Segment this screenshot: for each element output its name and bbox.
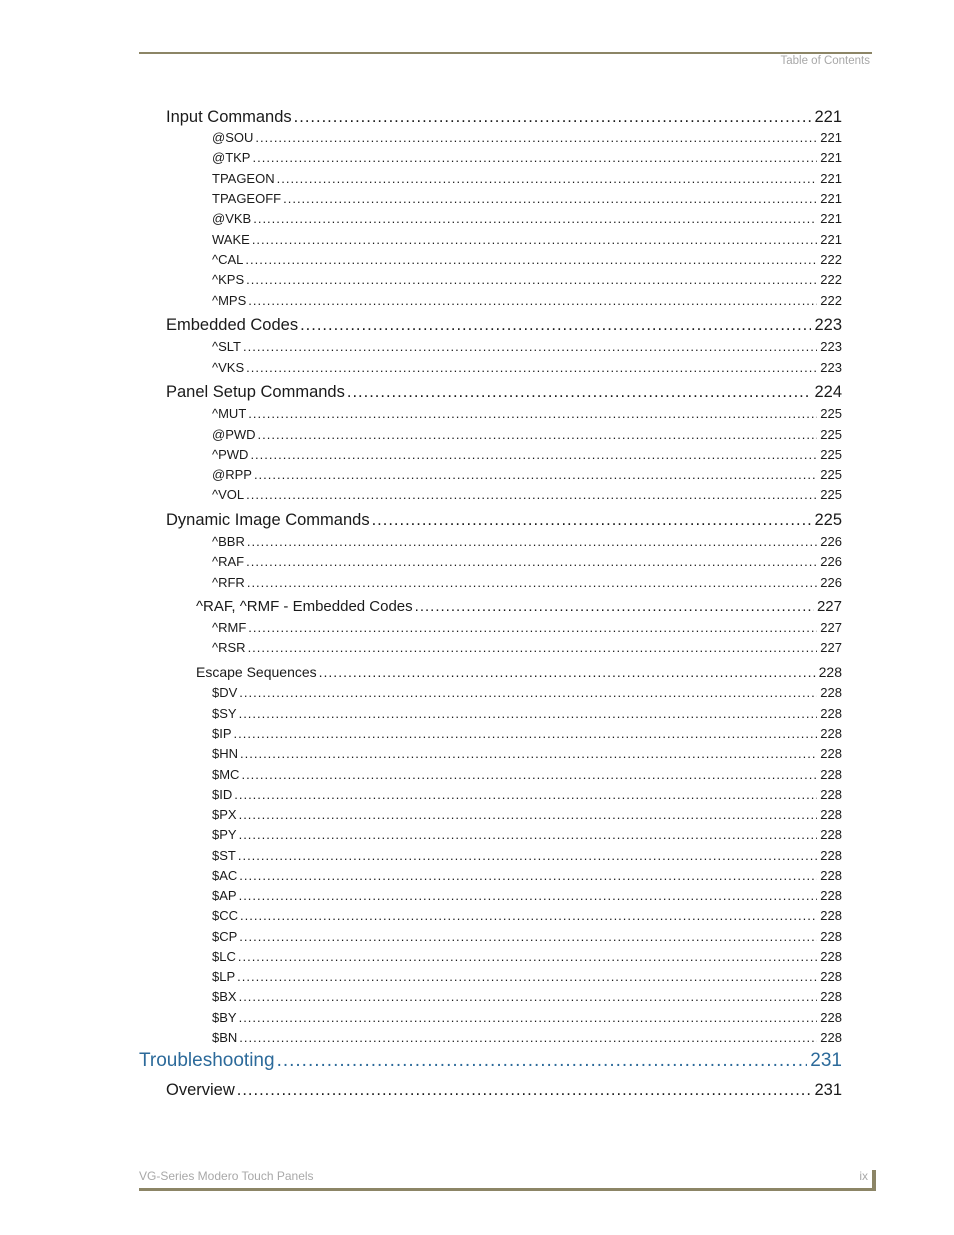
toc-entry-label: @PWD	[212, 427, 256, 442]
toc-entry-label: Dynamic Image Commands	[166, 511, 370, 529]
toc-entry-label: $IP	[212, 726, 232, 741]
toc-subentry[interactable]	[212, 620, 842, 635]
dot-leader	[415, 598, 814, 615]
toc-subentry[interactable]	[212, 339, 842, 354]
toc-entry-label: ^RAF	[212, 554, 245, 569]
toc-entry-label: $BY	[212, 1010, 237, 1025]
toc-entry-label: $PX	[212, 807, 237, 822]
toc-subentry[interactable]	[212, 949, 842, 964]
toc-entry-label: ^PWD	[212, 447, 249, 462]
toc-entry-label: ^MPS	[212, 293, 247, 308]
dot-leader	[234, 787, 817, 802]
toc-entry-page-number: 225	[820, 447, 842, 462]
toc-subentry[interactable]	[212, 929, 842, 944]
toc-subentry[interactable]	[212, 293, 842, 308]
toc-section-entry[interactable]	[196, 598, 842, 615]
toc-subentry[interactable]	[212, 827, 842, 842]
dot-leader	[243, 339, 817, 354]
dot-leader	[347, 383, 812, 402]
toc-subentry[interactable]	[212, 746, 842, 761]
toc-section-entry[interactable]	[166, 511, 842, 530]
header-rule	[139, 52, 872, 54]
toc-entry-label: ^RMF	[212, 620, 247, 635]
toc-subentry[interactable]	[212, 406, 842, 421]
toc-entry-label: ^BBR	[212, 534, 245, 549]
toc-entry-page-number: 228	[820, 746, 842, 761]
toc-entry-label: $AC	[212, 868, 238, 883]
toc-subentry[interactable]	[212, 272, 842, 287]
toc-entry-label: $BN	[212, 1030, 238, 1045]
toc-entry-page-number: 228	[820, 787, 842, 802]
toc-entry-label: @RPP	[212, 467, 252, 482]
dot-leader	[252, 150, 817, 165]
footer-rule-tick	[872, 1170, 876, 1191]
footer-rule	[139, 1188, 876, 1191]
toc-entry-page-number: 228	[820, 726, 842, 741]
running-header: Table of Contents	[780, 55, 870, 67]
toc-entry-page-number: 224	[814, 383, 842, 401]
dot-leader	[239, 929, 817, 944]
toc-entry-page-number: 228	[820, 685, 842, 700]
dot-leader	[240, 908, 817, 923]
toc-entry-label: TPAGEOFF	[212, 191, 282, 206]
toc-entry-label: $SY	[212, 706, 237, 721]
toc-entry-label: WAKE	[212, 232, 250, 247]
dot-leader	[250, 447, 817, 462]
toc-entry-page-number: 228	[820, 929, 842, 944]
dot-leader	[247, 534, 817, 549]
toc-entry-label: ^CAL	[212, 252, 244, 267]
toc-subentry[interactable]	[212, 150, 842, 165]
toc-subentry[interactable]	[212, 969, 842, 984]
dot-leader	[252, 232, 817, 247]
toc-subentry[interactable]	[212, 868, 842, 883]
dot-leader	[248, 406, 817, 421]
toc-entry-label: $LP	[212, 969, 236, 984]
toc-subentry[interactable]	[212, 252, 842, 267]
toc-entry-page-number: 228	[820, 1030, 842, 1045]
dot-leader	[246, 272, 817, 287]
toc-subentry[interactable]	[212, 1030, 842, 1045]
toc-subentry[interactable]	[212, 767, 842, 782]
toc-entry-page-number: 226	[820, 575, 842, 590]
toc-entry-label: @TKP	[212, 150, 251, 165]
toc-entry-page-number: 228	[820, 989, 842, 1004]
dot-leader	[239, 706, 818, 721]
toc-entry-label: ^RSR	[212, 640, 246, 655]
toc-entry-page-number: 228	[820, 949, 842, 964]
toc-subentry[interactable]	[212, 232, 842, 247]
toc-subentry[interactable]	[212, 908, 842, 923]
toc-entry-page-number: 225	[814, 511, 842, 529]
toc-entry-label: $PY	[212, 827, 237, 842]
toc-chapter-entry[interactable]	[139, 1050, 842, 1072]
dot-leader	[239, 1030, 817, 1045]
dot-leader	[253, 211, 817, 226]
dot-leader	[300, 316, 811, 335]
toc-subentry[interactable]	[212, 467, 842, 482]
toc-subentry[interactable]	[212, 787, 842, 802]
toc-entry-page-number: 231	[810, 1050, 842, 1071]
toc-subentry[interactable]	[212, 534, 842, 549]
toc-entry-label: Escape Sequences	[196, 664, 317, 680]
toc-entry-page-number: 228	[820, 969, 842, 984]
toc-subentry[interactable]	[212, 487, 842, 502]
toc-entry-page-number: 221	[820, 171, 842, 186]
dot-leader	[247, 575, 817, 590]
toc-entry-page-number: 223	[820, 360, 842, 375]
toc-entry-page-number: 227	[820, 620, 842, 635]
toc-entry-label: $CP	[212, 929, 238, 944]
toc-subentry[interactable]	[212, 427, 842, 442]
toc-entry-label: Embedded Codes	[166, 316, 299, 334]
toc-entry-page-number: 228	[820, 868, 842, 883]
toc-entry-page-number: 227	[816, 598, 842, 615]
dot-leader	[241, 767, 817, 782]
toc-entry-page-number: 228	[820, 848, 842, 863]
dot-leader	[277, 1050, 808, 1072]
toc-entry-label: Troubleshooting	[139, 1050, 275, 1071]
toc-section-entry[interactable]	[166, 108, 842, 127]
toc-entry-label: ^VKS	[212, 360, 245, 375]
dot-leader	[254, 467, 817, 482]
toc-entry-label: $BX	[212, 989, 237, 1004]
toc-subentry[interactable]	[212, 211, 842, 226]
dot-leader	[372, 511, 812, 530]
toc-entry-page-number: 225	[820, 427, 842, 442]
toc-entry-page-number: 221	[820, 191, 842, 206]
toc-entry-label: Input Commands	[166, 108, 292, 126]
footer-document-title: VG-Series Modero Touch Panels	[139, 1169, 314, 1183]
toc-entry-label: TPAGEON	[212, 171, 275, 186]
toc-entry-label: $MC	[212, 767, 240, 782]
toc-entry-page-number: 226	[820, 534, 842, 549]
dot-leader	[246, 360, 817, 375]
toc-subentry[interactable]	[212, 360, 842, 375]
toc-entry-page-number: 223	[814, 316, 842, 334]
dot-leader	[238, 848, 817, 863]
dot-leader	[239, 1010, 818, 1025]
toc-entry-page-number: 221	[820, 232, 842, 247]
toc-entry-page-number: 222	[820, 272, 842, 287]
toc-entry-label: Panel Setup Commands	[166, 383, 345, 401]
toc-subentry[interactable]	[212, 575, 842, 590]
toc-subentry[interactable]	[212, 807, 842, 822]
toc-subentry[interactable]	[212, 447, 842, 462]
toc-entry-label: $CC	[212, 908, 239, 923]
toc-entry-page-number: 225	[820, 406, 842, 421]
dot-leader	[246, 487, 817, 502]
toc-entry-page-number: 222	[820, 252, 842, 267]
dot-leader	[255, 130, 817, 145]
toc-entry-page-number: 221	[820, 211, 842, 226]
toc-entry-label: ^RFR	[212, 575, 245, 590]
toc-subentry[interactable]	[212, 989, 842, 1004]
toc-entry-page-number: 228	[820, 908, 842, 923]
toc-entry-page-number: 228	[818, 664, 842, 680]
dot-leader	[237, 1081, 812, 1100]
dot-leader	[248, 620, 817, 635]
dot-leader	[239, 989, 818, 1004]
toc-entry-label: ^RAF, ^RMF - Embedded Codes	[196, 598, 413, 615]
dot-leader	[277, 171, 818, 186]
toc-entry-page-number: 228	[820, 767, 842, 782]
dot-leader	[238, 949, 817, 964]
toc-entry-label: $DV	[212, 685, 238, 700]
toc-entry-page-number: 223	[820, 339, 842, 354]
toc-entry-page-number: 225	[820, 487, 842, 502]
toc-subentry[interactable]	[212, 554, 842, 569]
toc-section-entry[interactable]	[196, 664, 842, 680]
footer-page-number: ix	[859, 1169, 868, 1183]
toc-entry-label: Overview	[166, 1081, 235, 1099]
dot-leader	[234, 726, 818, 741]
toc-section-entry[interactable]	[166, 1081, 842, 1100]
dot-leader	[258, 427, 818, 442]
toc-entry-label: $AP	[212, 888, 237, 903]
toc-entry-page-number: 225	[820, 467, 842, 482]
dot-leader	[240, 746, 817, 761]
toc-entry-page-number: 228	[820, 1010, 842, 1025]
dot-leader	[246, 554, 817, 569]
dot-leader	[319, 664, 816, 680]
toc-entry-page-number: 222	[820, 293, 842, 308]
toc-entry-page-number: 228	[820, 888, 842, 903]
toc-section-entry[interactable]	[166, 383, 842, 402]
toc-entry-label: ^KPS	[212, 272, 245, 287]
toc-subentry[interactable]	[212, 1010, 842, 1025]
toc-entry-label: ^SLT	[212, 339, 241, 354]
toc-entry-page-number: 228	[820, 827, 842, 842]
toc-entry-page-number: 228	[820, 706, 842, 721]
toc-subentry[interactable]	[212, 640, 842, 655]
toc-entry-label: $HN	[212, 746, 239, 761]
toc-entry-label: $ID	[212, 787, 233, 802]
dot-leader	[245, 252, 817, 267]
toc-subentry[interactable]	[212, 130, 842, 145]
dot-leader	[239, 827, 818, 842]
toc-subentry[interactable]	[212, 726, 842, 741]
toc-entry-label: @VKB	[212, 211, 252, 226]
dot-leader	[239, 685, 817, 700]
toc-entry-page-number: 227	[820, 640, 842, 655]
toc-entry-page-number: 221	[820, 150, 842, 165]
toc-entry-page-number: 231	[814, 1081, 842, 1099]
toc-subentry[interactable]	[212, 706, 842, 721]
toc-entry-label: $ST	[212, 848, 236, 863]
toc-entry-label: ^VOL	[212, 487, 245, 502]
dot-leader	[239, 868, 817, 883]
toc-entry-label: @SOU	[212, 130, 254, 145]
toc-subentry[interactable]	[212, 685, 842, 700]
toc-entry-page-number: 221	[820, 130, 842, 145]
dot-leader	[248, 293, 817, 308]
dot-leader	[283, 191, 817, 206]
dot-leader	[239, 807, 818, 822]
dot-leader	[237, 969, 817, 984]
toc-entry-page-number: 228	[820, 807, 842, 822]
dot-leader	[239, 888, 818, 903]
toc-entry-page-number: 226	[820, 554, 842, 569]
toc-subentry[interactable]	[212, 171, 842, 186]
dot-leader	[294, 108, 812, 127]
toc-section-entry[interactable]	[166, 316, 842, 335]
toc-entry-label: $LC	[212, 949, 236, 964]
toc-subentry[interactable]	[212, 888, 842, 903]
dot-leader	[248, 640, 818, 655]
toc-subentry[interactable]	[212, 848, 842, 863]
toc-subentry[interactable]	[212, 191, 842, 206]
toc-entry-page-number: 221	[814, 108, 842, 126]
toc-entry-label: ^MUT	[212, 406, 247, 421]
